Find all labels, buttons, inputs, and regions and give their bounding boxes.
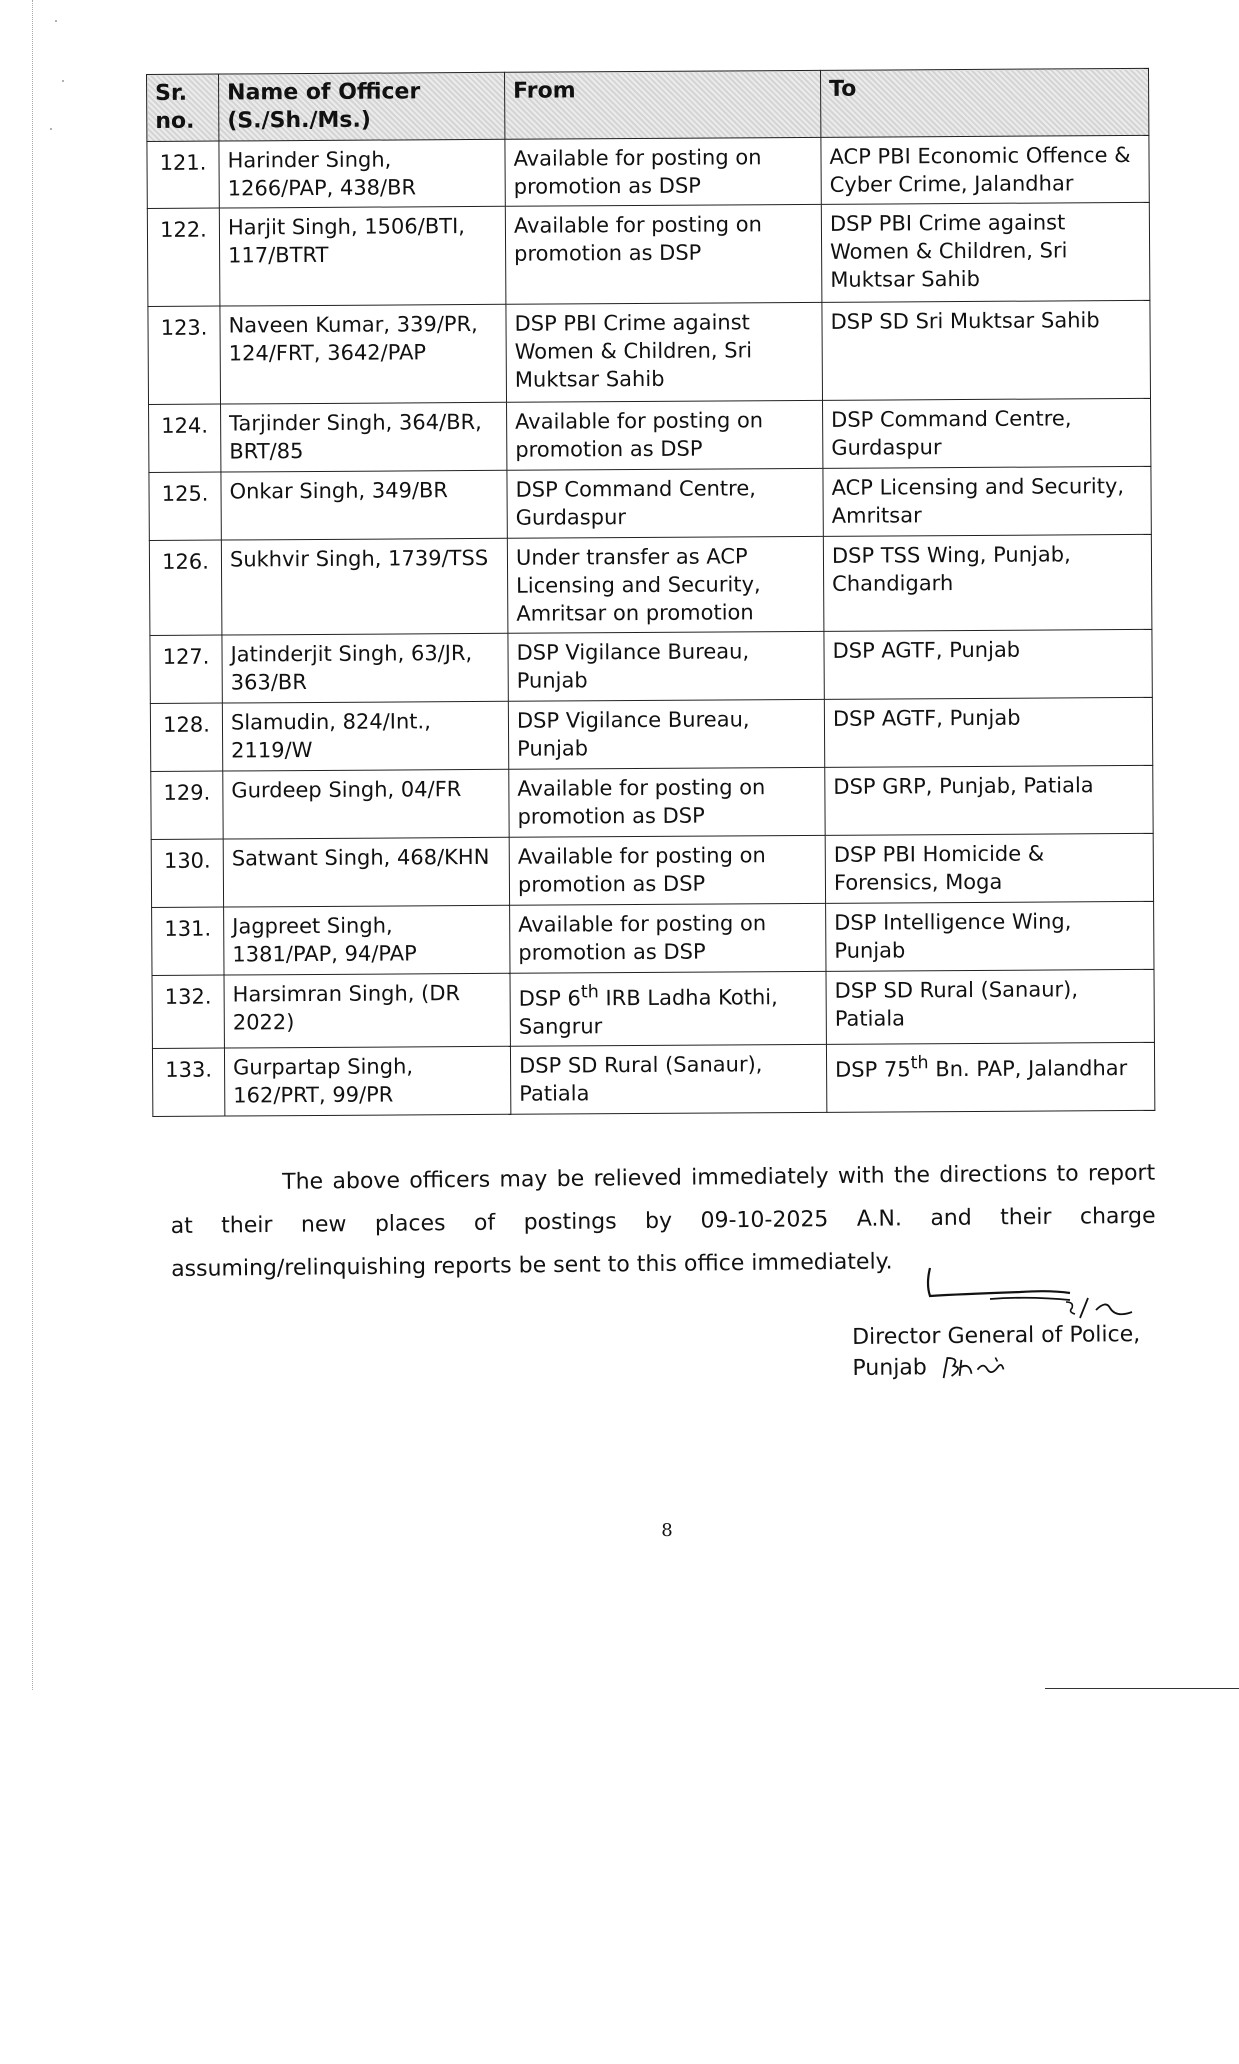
table-row: [149, 398, 1151, 472]
table-row: [152, 1042, 1154, 1116]
signatory-state-line: [852, 1350, 1140, 1384]
sr-cell: 125.: [149, 472, 221, 540]
scan-speck: [55, 20, 57, 22]
to-cell: DSP AGTF, Punjab: [824, 629, 1152, 699]
header-to: To: [820, 68, 1148, 137]
to-text-sup: th: [910, 1053, 929, 1074]
officer-name-cell: Gurdeep Singh, 04/FR: [223, 769, 509, 839]
sr-cell: 127.: [150, 635, 222, 703]
table-row: [149, 534, 1152, 635]
to-cell: DSP PBI Homicide & Forensics, Moga: [825, 833, 1153, 903]
officer-name-cell: Jatinderjit Singh, 63/JR, 363/BR: [222, 633, 508, 703]
to-cell: DSP SD Rural (Sanaur), Patiala: [826, 969, 1154, 1044]
page-number: 8: [661, 1520, 673, 1541]
from-cell: [510, 971, 826, 1046]
officer-name-cell: Naveen Kumar, 339/PR, 124/FRT, 3642/PAP: [220, 304, 507, 404]
scan-speck: [50, 128, 52, 130]
officer-name-cell: Satwant Singh, 468/KHN: [223, 837, 509, 907]
from-cell: Available for posting on promotion as DSP: [505, 204, 822, 304]
officer-name-cell: Slamudin, 824/Int., 2119/W: [222, 701, 508, 771]
from-cell: Available for posting on promotion as DSP: [509, 767, 825, 837]
sr-cell: 129.: [151, 771, 223, 839]
table-row: [151, 833, 1153, 907]
table-row: [150, 697, 1152, 771]
table-header-row: [147, 68, 1149, 141]
to-cell: DSP Intelligence Wing, Punjab: [826, 901, 1154, 971]
handwritten-initials: [940, 1353, 1010, 1382]
to-cell: ACP Licensing and Security, Amritsar: [823, 466, 1151, 536]
header-from: From: [504, 70, 820, 139]
handwritten-signature: [920, 1266, 1150, 1326]
table-row: [147, 202, 1150, 306]
officer-name-cell: Gurpartap Singh, 162/PRT, 99/PR: [224, 1046, 510, 1116]
officer-name-cell: Jagpreet Singh, 1381/PAP, 94/PAP: [224, 905, 510, 975]
instruction-paragraph: The above officers may be relieved immediately with the directions to report at their new places of postings by 09-10-2025 A.N. and their charge assuming/relinquishing reports be sent to this office immediately.: [170, 1160, 1156, 1282]
header-sr-no: [147, 74, 219, 141]
sr-cell: 133.: [152, 1048, 224, 1116]
header-name-line1: Name of Officer: [227, 79, 421, 106]
to-text-post: Bn. PAP, Jalandhar: [928, 1056, 1128, 1082]
header-sr-line1: Sr.: [155, 80, 188, 106]
from-text-post: IRB Ladha Kothi, Sangrur: [518, 985, 778, 1039]
from-cell: DSP Vigilance Bureau, Punjab: [508, 699, 824, 769]
sr-cell: 128.: [150, 703, 222, 771]
table-row: [152, 901, 1154, 975]
header-name: [219, 72, 505, 141]
table-row: [151, 765, 1153, 839]
to-cell: DSP GRP, Punjab, Patiala: [825, 765, 1153, 835]
signature-block: [852, 1319, 1141, 1384]
to-cell: [826, 1042, 1154, 1112]
to-cell: DSP SD Sri Muktsar Sahib: [822, 300, 1151, 400]
sr-cell: 122.: [147, 208, 220, 306]
table-row: [149, 466, 1151, 540]
to-text-pre: DSP 75: [835, 1057, 911, 1082]
table-row: [150, 629, 1152, 703]
sr-cell: 132.: [152, 975, 224, 1048]
sr-cell: 123.: [148, 306, 221, 404]
to-cell: DSP TSS Wing, Punjab, Chandigarh: [823, 534, 1152, 631]
to-cell: DSP Command Centre, Gurdaspur: [823, 398, 1151, 468]
officer-name-cell: Harsimran Singh, (DR 2022): [224, 973, 510, 1048]
table-row: [147, 135, 1149, 208]
bottom-rule: [1045, 1688, 1239, 1689]
officer-name-cell: Onkar Singh, 349/BR: [221, 470, 507, 540]
from-cell: DSP PBI Crime against Women & Children, Sri Muktsar Sahib: [506, 302, 823, 402]
officer-name-cell: Sukhvir Singh, 1739/TSS: [221, 538, 508, 635]
from-cell: Available for posting on promotion as DSP: [509, 835, 825, 905]
header-sr-line2: no.: [155, 108, 195, 134]
officer-name-cell: Harjit Singh, 1506/BTI, 117/BTRT: [219, 206, 506, 306]
from-cell: Available for posting on promotion as DSP: [505, 137, 821, 206]
from-cell: DSP SD Rural (Sanaur), Patiala: [510, 1044, 826, 1114]
officer-name-cell: Harinder Singh, 1266/PAP, 438/BR: [219, 139, 505, 208]
sr-cell: 130.: [151, 839, 223, 907]
sr-cell: 121.: [147, 141, 219, 208]
sr-cell: 124.: [149, 404, 221, 472]
table-row: [152, 969, 1154, 1048]
from-cell: Available for posting on promotion as DSP: [510, 903, 826, 973]
from-cell: Under transfer as ACP Licensing and Security, Amritsar on promotion: [507, 536, 824, 633]
to-cell: ACP PBI Economic Offence & Cyber Crime, Jalandhar: [821, 135, 1149, 204]
from-cell: DSP Command Centre, Gurdaspur: [507, 468, 823, 538]
from-cell: Available for posting on promotion as DSP: [507, 400, 823, 470]
signatory-state: Punjab: [852, 1355, 927, 1381]
from-cell: DSP Vigilance Bureau, Punjab: [508, 631, 824, 701]
table-row: [148, 300, 1151, 404]
sr-cell: 126.: [149, 540, 222, 635]
to-cell: DSP AGTF, Punjab: [824, 697, 1152, 767]
header-name-line2: (S./Sh./Ms.): [227, 107, 371, 134]
from-text-sup: th: [580, 982, 599, 1003]
to-cell: DSP PBI Crime against Women & Children, Sri Muktsar Sahib: [821, 202, 1150, 302]
scan-speck: [62, 80, 64, 82]
officer-name-cell: Tarjinder Singh, 364/BR, BRT/85: [221, 402, 507, 472]
sr-cell: 131.: [152, 907, 224, 975]
signatory-designation: Director General of Police,: [852, 1321, 1141, 1350]
scan-margin-line: [32, 0, 33, 1690]
posting-table: [146, 68, 1155, 1117]
from-text-pre: DSP 6: [518, 986, 581, 1011]
